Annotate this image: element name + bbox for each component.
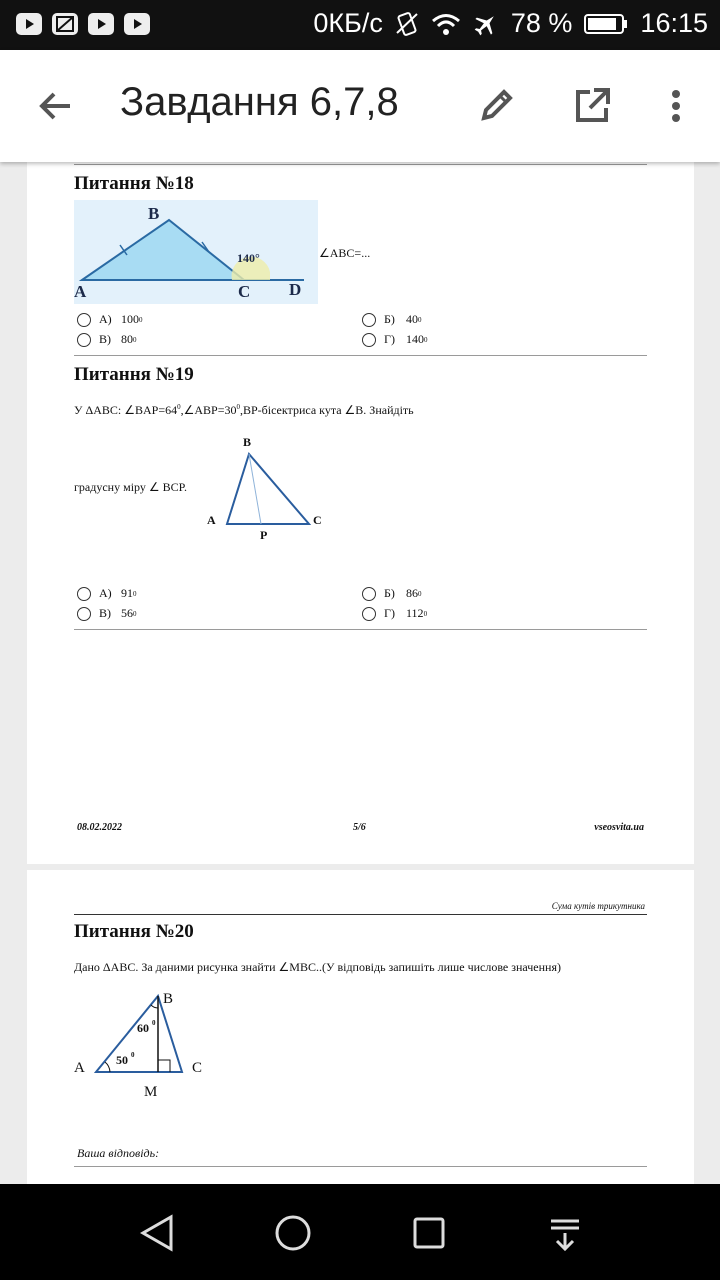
youtube-icon — [124, 13, 150, 35]
label-d: D — [289, 280, 302, 299]
q18-option-c[interactable]: В) 80 0 — [77, 332, 137, 347]
document-page-6 — [27, 870, 694, 1190]
status-bar — [0, 0, 720, 50]
radio-button[interactable] — [362, 607, 376, 621]
battery-percent: 78 % — [510, 8, 573, 38]
question-19-title: Питання №19 — [74, 364, 194, 385]
nav-notification-button[interactable] — [542, 1210, 588, 1256]
question-20-title: Питання №20 — [74, 921, 194, 942]
triangle-back-icon — [137, 1213, 177, 1253]
label-m: M — [144, 1084, 158, 1100]
label-a: A — [207, 513, 216, 527]
open-external-button[interactable] — [566, 80, 618, 132]
angle-label: 140° — [237, 251, 260, 265]
label-b: B — [163, 991, 174, 1007]
more-vert-icon — [666, 86, 686, 126]
more-options-button[interactable] — [650, 80, 702, 132]
label-b: B — [243, 435, 252, 449]
circle-home-icon — [273, 1213, 313, 1253]
q19-option-c[interactable]: В) 56 0 — [77, 606, 137, 621]
navigation-bar — [0, 1184, 720, 1280]
divider — [74, 629, 647, 630]
radio-button[interactable] — [77, 607, 91, 621]
label-a: A — [74, 282, 87, 301]
network-speed: 0КБ/с — [313, 8, 383, 38]
question-19-text: У ΔABC: $\angle BAP=64^0,\angle ABP=30^0,BP$-бісектриса кута ∠B. Знайдіть — [74, 403, 414, 417]
q18-option-d[interactable]: Г) 140 0 — [362, 332, 428, 347]
answer-label: Ваша відповідь: — [77, 1146, 160, 1160]
q18-option-b[interactable]: Б) 40 0 — [362, 312, 422, 327]
page-header: Сума кутів трикутника — [551, 901, 645, 911]
back-button[interactable] — [30, 80, 82, 132]
wifi-icon — [431, 12, 461, 36]
battery-icon — [584, 13, 628, 35]
vibrate-icon — [395, 11, 419, 37]
label-b: B — [148, 204, 160, 223]
gallery-icon — [52, 13, 78, 35]
label-c: C — [313, 513, 322, 527]
label-a: A — [74, 1060, 85, 1076]
open-in-new-icon — [572, 86, 612, 126]
nav-home-button[interactable] — [270, 1210, 316, 1256]
label-p: P — [260, 528, 268, 542]
answer-line[interactable] — [74, 1166, 647, 1167]
edit-button[interactable] — [470, 80, 522, 132]
question-19-figure — [203, 432, 333, 542]
angle-50-label: 50 — [116, 1053, 128, 1067]
airplane-mode-icon — [473, 11, 499, 37]
divider — [74, 355, 647, 356]
label-c: C — [192, 1060, 203, 1076]
nav-back-button[interactable] — [134, 1210, 180, 1256]
radio-button[interactable] — [77, 587, 91, 601]
footer-page-number: 5/6 — [353, 822, 366, 833]
page-title: Завдання 6,7,8 — [120, 80, 399, 124]
footer-date: 08.02.2022 — [77, 822, 122, 833]
angle-60-label: 60 — [137, 1021, 149, 1035]
question-20-text: Дано ΔABC. За даними рисунка знайти ∠MBC..(У відповідь запишіть лише числове значення) — [74, 960, 561, 974]
q19-option-a[interactable]: А) 91 0 — [77, 586, 137, 601]
question-20-figure — [74, 986, 214, 1104]
pencil-icon — [476, 86, 516, 126]
question-19-text-line2: градусну міру ∠ BCP. — [74, 480, 187, 494]
radio-button[interactable] — [362, 313, 376, 327]
square-recents-icon — [409, 1213, 449, 1253]
question-18-title: Питання №18 — [74, 173, 194, 194]
question-18-text: ∠ABC=... — [319, 246, 371, 260]
footer-site: vseosvita.ua — [594, 822, 644, 833]
radio-button[interactable] — [77, 313, 91, 327]
label-c: C — [238, 282, 251, 301]
divider — [74, 914, 647, 915]
q19-option-b[interactable]: Б) 86 0 — [362, 586, 422, 601]
nav-recents-button[interactable] — [406, 1210, 452, 1256]
notification-pull-icon — [545, 1213, 585, 1253]
q19-option-d[interactable]: Г) 112 0 — [362, 606, 427, 621]
radio-button[interactable] — [362, 333, 376, 347]
youtube-icon — [88, 13, 114, 35]
q18-option-a[interactable]: А) 100 0 — [77, 312, 143, 327]
arrow-back-icon — [36, 86, 76, 126]
app-bar — [0, 50, 720, 162]
divider — [74, 164, 647, 165]
radio-button[interactable] — [77, 333, 91, 347]
clock: 16:15 — [640, 8, 708, 38]
question-18-figure — [74, 200, 318, 304]
radio-button[interactable] — [362, 587, 376, 601]
document-page-5 — [27, 150, 694, 864]
youtube-icon — [16, 13, 42, 35]
angle-50-degree: 0 — [131, 1051, 135, 1059]
angle-60-degree: 0 — [152, 1019, 156, 1027]
